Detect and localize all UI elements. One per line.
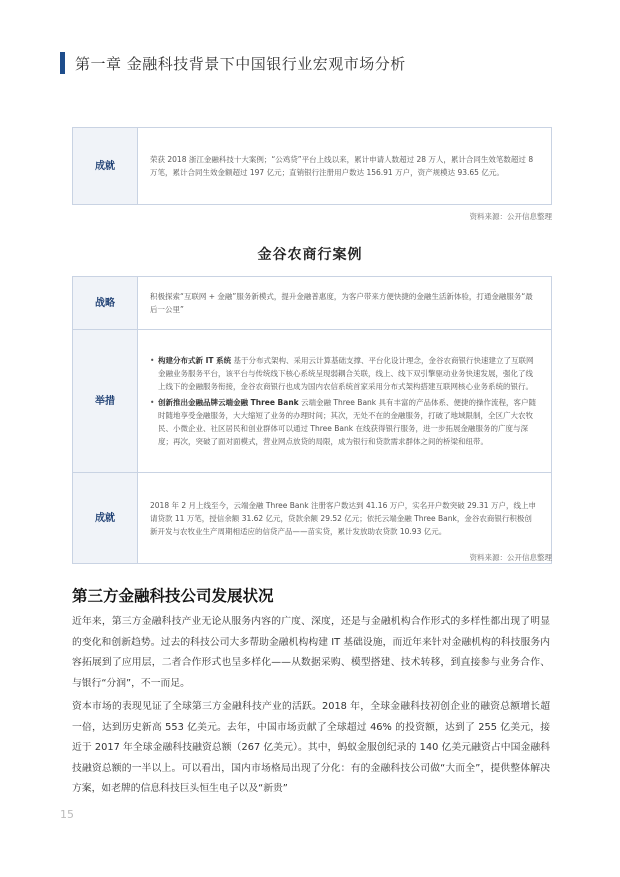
row-label-measures: 举措 — [73, 330, 138, 473]
row-content-results: 2018 年 2 月上线至今，云端金融 Three Bank 注册客户数达到 41.16 万户，实名开户数突破 29.31 万户，线上申请贷款 11 万笔，授信余额 31.62 亿元，贷款余额 29.52 亿元；依托云端金融 Three Bank，金谷农商银行积极创新开发与农牧业生产周期相适应的信贷产品——苗实贷，累计发放助农贷款 10.93 亿元。 — [138, 473, 552, 564]
table-row-strategy — [73, 277, 552, 330]
bullet-icon: • — [150, 398, 155, 407]
body-paragraph-1: 近年来，第三方金融科技产业无论从服务内容的广度、深度，还是与金融机构合作形式的多样性都出现了明显的变化和创新趋势。过去的科技公司大多帮助金融机构构建 IT 基础设施，而近年来针对金融机构的科技服务内容拓展到了应用层，二者合作形式也呈多样化——从数据采购、模型搭建、技术转移，到直接参与业务合作、与银行“分润”，不一而足。 — [72, 616, 550, 689]
case-title-jingu: 金谷农商行案例 — [257, 247, 363, 263]
section-heading: 第三方金融科技公司发展状况 — [72, 587, 274, 605]
header-accent-bar — [60, 52, 65, 74]
row-content-results: 荣获 2018 浙江金融科技十大案例；“公鸡贷”平台上线以来，累计申请人数超过 28 万人，累计合同生效笔数超过 8 万笔，累计合同生效金额超过 197 亿元；直销银行注册用户数达 156.91 万户，资产规模达 93.65 亿元。 — [138, 128, 552, 205]
page-number: 15 — [60, 808, 74, 821]
table-row-measures — [73, 330, 552, 473]
row-label-results: 成就 — [73, 473, 138, 564]
source-note-2: 资料来源：公开信息整理 — [469, 553, 552, 562]
chapter-title: 第一章 金融科技背景下中国银行业宏观市场分析 — [75, 54, 406, 73]
table-row-results — [73, 473, 552, 564]
measure-item-title: 构建分布式新 IT 系统 — [158, 356, 232, 365]
row-label-results: 成就 — [73, 128, 138, 205]
measure-item-text: 云端金融 Three Bank 具有丰富的产品体系、便捷的操作流程，客户随时随地享受金融服务，大大缩短了业务的办理时间；其次，无处不在的金融服务，打破了地域限制，全区广大农牧民、小微企业、社区居民和创业群体可以通过 Three Bank 在线获得银行服务，进一步拓展金融服务的广度与深度；再次，突破了面对面模式，营业网点放贷的局限，成为银行和贷款需求群体之间的桥梁和纽带。 — [158, 398, 537, 446]
body-paragraph-2: 资本市场的表现见证了全球第三方金融科技产业的活跃。2018 年，全球金融科技初创企业的融资总额增长超一倍，达到历史新高 553 亿美元。去年，中国市场贡献了全球超过 46% 的投资额，达到了 255 亿美元，接近于 2017 年全球金融科技融资总额（267 亿美元）。其中，蚂蚁金服创纪录的 140 亿美元融资占中国金融科技融资总额的一半以上。可以看出，国内市场格局出现了分化：有的金融科技公司做“大而全”，提供整体解决方案，如老牌的信息科技巨头恒生电子以及“新贵” — [72, 701, 550, 794]
bullet-icon: • — [150, 356, 155, 365]
measure-item — [150, 354, 539, 393]
row-content-strategy: 积极探索“互联网 + 金融”服务新模式，提升金融普惠度，为客户带来方便快捷的金融生活新体验，打通金融服务“最后一公里” — [138, 277, 552, 330]
chapter-header — [60, 52, 406, 74]
source-note-1: 资料来源：公开信息整理 — [469, 212, 552, 221]
measure-item — [150, 396, 539, 448]
measure-item-title: 创新推出金融品牌云端金融 Three Bank — [158, 398, 299, 407]
measure-item-text: 基于分布式架构、采用云计算基础支撑、平台化设计理念，金谷农商银行快速建立了互联网金融业务服务平台，该平台与传统线下核心系统呈现弱耦合关联，线上、线下双引擎驱动业务快速发展，强化了线上线下的金融服务衔接，金谷农商银行也成为国内农信系统首家采用分布式架构搭建互联网核心业务系统的银行。 — [158, 356, 534, 391]
row-content-measures — [138, 330, 552, 473]
row-label-strategy: 战略 — [73, 277, 138, 330]
case-table-1 — [72, 127, 552, 205]
case-table-jingu — [72, 276, 552, 564]
table-row-results — [73, 128, 552, 205]
